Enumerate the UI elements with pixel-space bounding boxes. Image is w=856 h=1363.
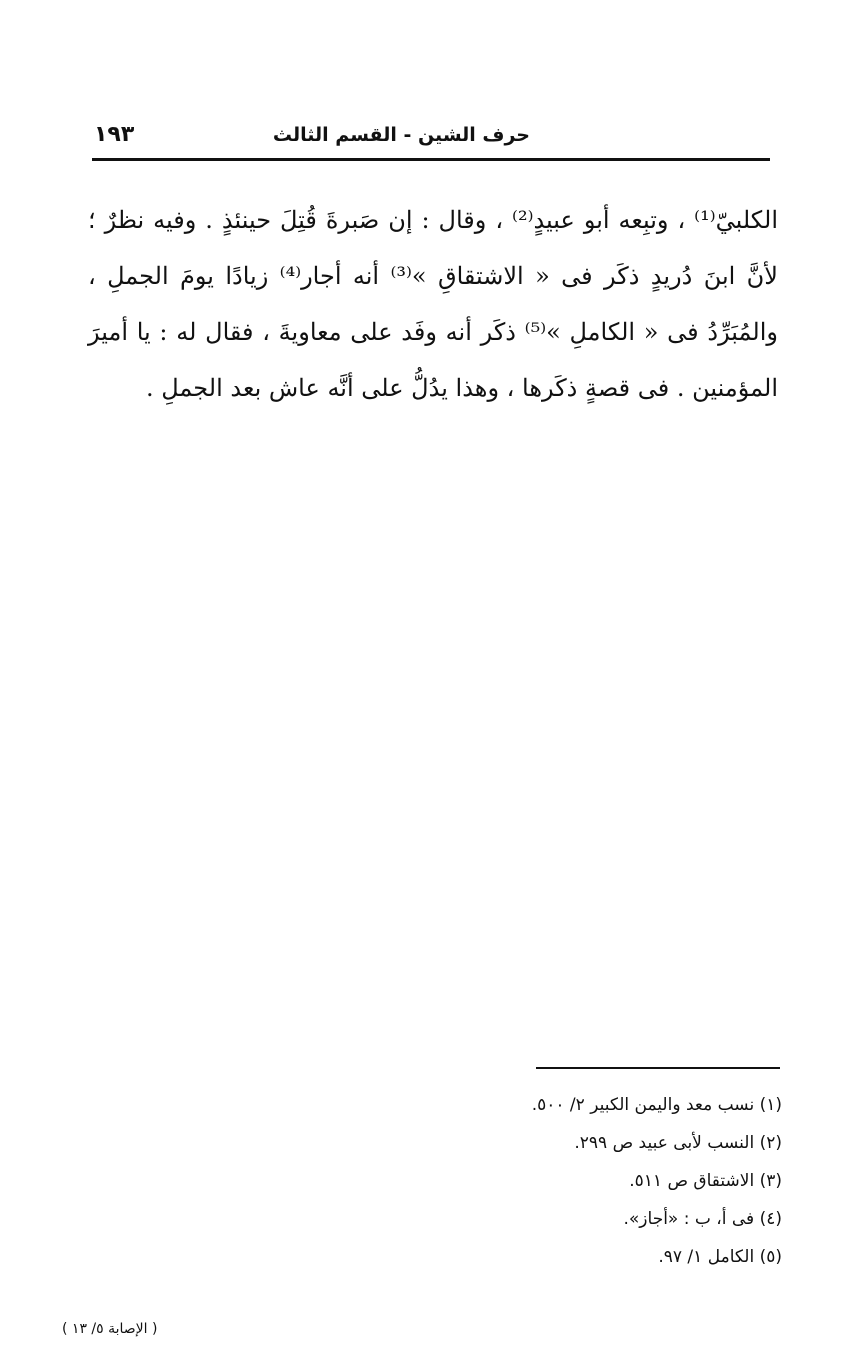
header-title: حرف الشين - القسم الثالث xyxy=(272,124,530,146)
page-number: ١٩٣ xyxy=(94,122,135,147)
header-rule xyxy=(92,158,770,161)
footnotes-list xyxy=(300,1086,782,1276)
footnote-2: (٢) النسب لأبى عبيد ص ٢٩٩. xyxy=(574,1133,782,1153)
body-paragraph: الكلبيّ⁽¹⁾ ، وتبِعه أبو عبيدٍ⁽²⁾ ، وقال : إن صَبرةَ قُتِلَ حينئذٍ . وفيه نظرٌ ؛ لأنَّ ابنَ دُريدٍ ذكَر فى « الاشتقاقِ »⁽³⁾ أنه أجار⁽⁴⁾ زيادًا يومَ الجملِ ، والمُبَرِّدُ فى « الكاملِ »⁽⁵⁾ ذكَر أنه وفَد على معاويةَ ، فقال له : يا أميرَ المؤمنين . فى قصةٍ ذكَرها ، وهذا يدُلُّ على أنَّه عاش بعد الجملِ . xyxy=(88,206,779,402)
running-header xyxy=(92,118,770,158)
footnote-4: (٤) فى أ، ب : «أجاز». xyxy=(623,1209,782,1229)
footnote-1: (١) نسب معد واليمن الكبير ٢/ ٥٠٠. xyxy=(531,1095,782,1115)
footnote-5: (٥) الكامل ١/ ٩٧. xyxy=(658,1247,782,1267)
footnote-rule xyxy=(536,1067,780,1069)
signature-mark: ( الإصابة ٥/ ١٣ ) xyxy=(62,1321,158,1337)
main-text xyxy=(88,192,778,416)
footnote-3: (٣) الاشتقاق ص ٥١١. xyxy=(629,1171,782,1191)
